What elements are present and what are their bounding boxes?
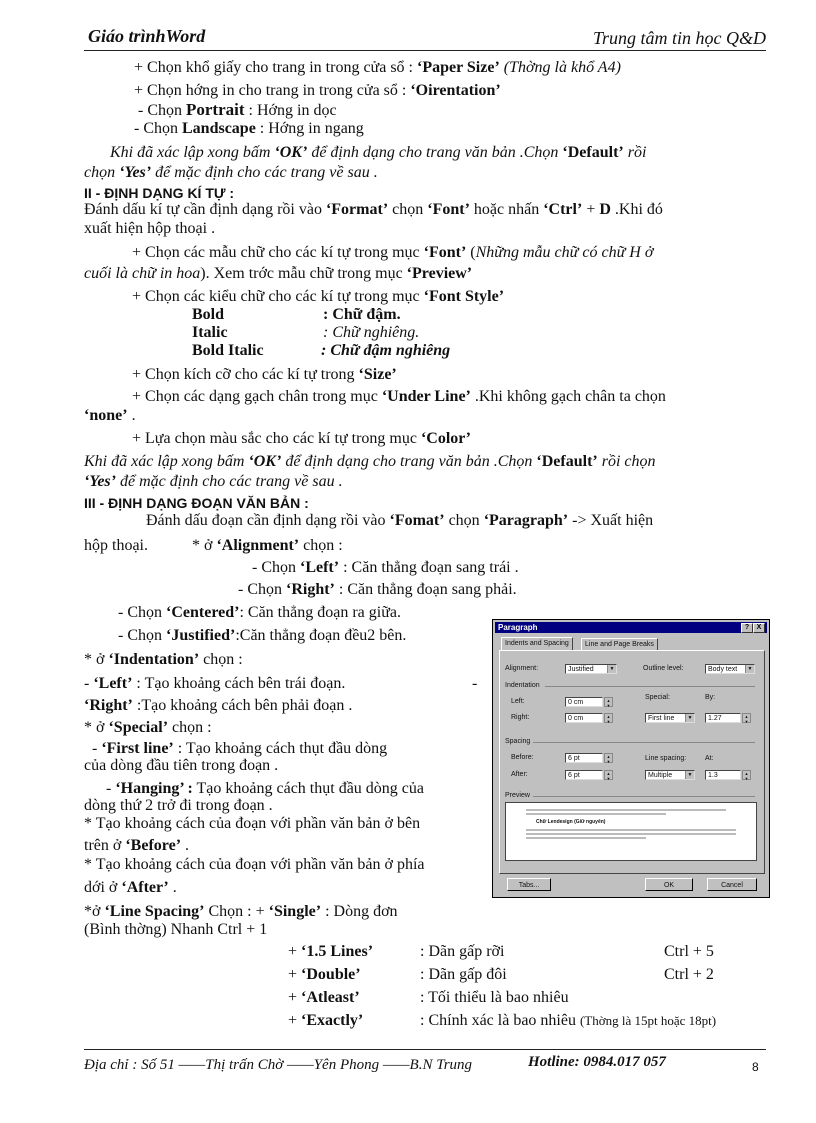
keyword: ‘After’: [121, 879, 169, 896]
keyword: ‘Indentation’: [108, 651, 200, 668]
text: ). Xem trớc mẫu chữ trong mục: [200, 265, 407, 282]
text: hộp thoại.: [84, 537, 148, 554]
text: Khi đã xác lập xong bấm: [110, 144, 275, 161]
divider: [533, 796, 755, 797]
header-left: Giáo trìnhWord: [88, 26, 206, 46]
keyword: ‘Size’: [358, 366, 397, 383]
text: +: [288, 1012, 302, 1029]
right-indent-input[interactable]: 0 cm: [565, 713, 603, 723]
by-label: By:: [705, 694, 716, 701]
keyword: ‘Centered’: [166, 604, 240, 621]
keyword: ‘Font Style’: [423, 288, 505, 305]
preview-line: [526, 813, 666, 815]
text: + Chọn các mẫu chữ cho các kí tự trong mục: [132, 244, 424, 261]
text: :Tạo khoảng cách bên phải đoạn .: [132, 697, 353, 714]
keyword: ‘Hanging’ :: [115, 780, 193, 797]
footer-hotline: Hotline: 0984.017 057: [528, 1054, 666, 1070]
spacing-group-label: Spacing: [505, 738, 531, 745]
style-italic-key: Italic: [192, 324, 228, 341]
preview-line: [526, 837, 646, 839]
ls-double-key: [288, 965, 361, 984]
keyword: ‘Exactly’: [301, 1012, 364, 1029]
keyword: ‘Color’: [420, 430, 471, 447]
text: -: [106, 780, 116, 797]
style-bolditalic-key: Bold Italic: [192, 342, 264, 359]
header-right: Trung tâm tin học Q&D: [592, 28, 766, 48]
text: + Chọn kích cỡ cho các kí tự trong: [132, 366, 359, 383]
text: : Căn thẳng đoạn sang trái .: [339, 559, 519, 576]
color-line: [132, 429, 471, 448]
text: +: [288, 989, 302, 1006]
page-number: 8: [752, 1060, 759, 1074]
text: Đánh dấu đoạn cần định dạng rồi vào: [146, 512, 390, 529]
tabs-button[interactable]: Tabs...: [507, 878, 551, 891]
text: - Chọn: [134, 120, 182, 137]
align-center-line: [118, 603, 401, 622]
ls-exactly-key: [288, 1011, 363, 1030]
paragraph-format-line: [146, 511, 653, 530]
keyword: ‘none’: [84, 407, 128, 424]
text: .: [127, 407, 136, 424]
keyword: ‘First line’: [101, 740, 174, 757]
keyword: ‘Special’: [108, 719, 169, 736]
keyword: ‘OK’: [274, 144, 308, 161]
keyword: ‘Default’: [536, 453, 598, 470]
divider: [545, 686, 755, 687]
text: * ở: [192, 537, 217, 554]
before-line-2: [84, 836, 189, 855]
yes-note-line-2: [84, 472, 343, 491]
at-spinner[interactable]: ▲ ▼: [742, 770, 751, 780]
text: :Căn thẳng đoạn đều2 bên.: [235, 627, 407, 644]
text: : Chính xác là bao nhiêu: [420, 1012, 576, 1029]
alignment-line: [84, 536, 343, 555]
keyword: ‘Yes’: [84, 473, 116, 490]
keyword: ‘1.5 Lines’: [301, 943, 374, 960]
after-label: After:: [511, 771, 528, 778]
close-icon[interactable]: X: [753, 623, 765, 633]
keyword: ‘Preview’: [406, 265, 473, 282]
text: rồi: [623, 144, 647, 161]
preview-line: [526, 833, 736, 835]
text: .: [168, 879, 177, 896]
text: (Thờng là 15pt hoặc 18pt): [579, 1013, 717, 1028]
text: -: [84, 675, 94, 692]
tab-indents-spacing[interactable]: Indents and Spacing: [501, 637, 573, 650]
style-bold-value: : Chữ đậm.: [323, 306, 401, 323]
keyword: ‘Fomat’: [389, 512, 445, 529]
text: - Chọn: [252, 559, 300, 576]
ok-button[interactable]: OK: [645, 878, 693, 891]
before-input[interactable]: 6 pt: [565, 753, 603, 763]
keyword: D: [599, 201, 611, 218]
ls-15-key: [288, 942, 373, 961]
text: rồi chọn: [597, 453, 656, 470]
preview-line: [526, 829, 736, 831]
special-value: First line: [648, 715, 675, 722]
dialog-titlebar: [495, 622, 767, 633]
text: +: [288, 966, 302, 983]
alignment-select[interactable]: [565, 664, 617, 674]
dialog-title: Paragraph: [498, 623, 538, 632]
text: hoặc nhấn: [469, 201, 544, 218]
ls-double-shortcut: Ctrl + 2: [664, 966, 714, 983]
underline-none-line: [84, 406, 136, 425]
text: (Thờng là khổ A4): [499, 59, 621, 76]
text: Đánh dấu kí tự cần định dạng rồi vào: [84, 201, 326, 218]
outline-select[interactable]: [705, 664, 755, 674]
keyword: ‘OK’: [248, 453, 282, 470]
left-indent-spinner[interactable]: ▲ ▼: [604, 697, 613, 707]
keyword: ‘Ctrl’: [543, 201, 583, 218]
landscape-line: [134, 119, 364, 138]
yes-note-line: [84, 163, 378, 182]
text: * ở: [84, 719, 109, 736]
text: + Lựa chọn màu sắc cho các kí tự trong mục: [132, 430, 421, 447]
indent-right-line: [84, 696, 352, 715]
keyword: ‘Right’: [84, 697, 133, 714]
tab-line-page-breaks[interactable]: Line and Page Breaks: [581, 638, 658, 650]
text: chọn: [444, 512, 484, 529]
text: chọn :: [168, 719, 212, 736]
after-input[interactable]: 6 pt: [565, 770, 603, 780]
keyword: ‘Single’: [268, 903, 322, 920]
align-right-line: [238, 580, 517, 599]
preview-sample: Chữ Lendesign (Giữ nguyên): [536, 819, 606, 825]
cancel-button[interactable]: Cancel: [707, 878, 757, 891]
alignment-label: Alignment:: [505, 665, 539, 672]
special-select[interactable]: [645, 713, 695, 723]
keyword: ‘Font’: [423, 244, 467, 261]
text: chọn :: [199, 651, 243, 668]
text: để định dạng cho trang văn bản .Chọn: [281, 453, 537, 470]
chevron-down-icon: ▼: [685, 771, 694, 779]
text: để mặc định cho các trang về sau .: [151, 164, 378, 181]
text: : Căn thẳng đoạn ra giữa.: [239, 604, 401, 621]
text: -> Xuất hiện: [568, 512, 654, 529]
keyword: ‘Oirentation’: [410, 82, 501, 99]
keyword: ‘Default’: [562, 144, 624, 161]
help-icon[interactable]: ?: [741, 623, 753, 633]
paper-size-line: [134, 58, 621, 77]
text: : Tạo khoảng cách thụt đầu dòng: [173, 740, 388, 757]
line-spacing-select[interactable]: [645, 770, 695, 780]
paragraph-dialog: [492, 619, 770, 898]
keyword: ‘Before’: [125, 837, 182, 854]
text: - Chọn: [238, 581, 286, 598]
underline-line: [132, 387, 666, 406]
text: - Chọn: [118, 627, 166, 644]
text: + Chọn các dạng gạch chân trong mục: [132, 388, 382, 405]
style-italic-value: : Chữ nghiêng.: [323, 324, 420, 341]
text: : Hớng in dọc: [244, 102, 337, 119]
keyword: ‘Line Spacing’: [104, 903, 205, 920]
keyword: ‘Double’: [301, 966, 361, 983]
hanging-cont: dòng thứ 2 trở đi trong đoạn .: [84, 797, 273, 814]
keyword: Portrait: [186, 100, 245, 119]
footer-address: Địa chỉ : Số 51 ——Thị trấn Chờ ——Yên Phong ——B.N Trung: [84, 1057, 473, 1073]
by-input[interactable]: 1.27: [705, 713, 741, 723]
text: +: [582, 201, 600, 218]
text: (: [466, 244, 476, 261]
keyword: ‘Font’: [427, 201, 470, 218]
text: : Hớng in ngang: [255, 120, 364, 137]
font-style-line: [132, 287, 504, 306]
line-spacing-value: Multiple: [648, 772, 673, 779]
outline-value: Body text: [708, 666, 738, 673]
ls-exactly-desc: [420, 1011, 716, 1030]
format-font-line: [84, 200, 663, 219]
text: để định dạng cho trang văn bản .Chọn: [307, 144, 563, 161]
ls-15-shortcut: Ctrl + 5: [664, 943, 714, 960]
text: + Chọn khổ giấy cho trang in trong cửa sổ :: [134, 59, 417, 76]
keyword: ‘Right’: [286, 581, 335, 598]
orientation-line: [134, 81, 501, 100]
indentation-group-label: Indentation: [505, 682, 540, 689]
after-spinner[interactable]: ▲ ▼: [604, 770, 613, 780]
keyword: ‘Paragraph’: [483, 512, 569, 529]
text: +: [288, 943, 302, 960]
preview-box: [505, 802, 757, 861]
ls-atleast-desc: : Tối thiểu là bao nhiêu: [420, 989, 569, 1006]
keyword: ‘Under Line’: [381, 388, 471, 405]
page-header: [84, 26, 766, 51]
special-line: [84, 718, 212, 737]
first-line-cont: của dòng đầu tiên trong đoạn .: [84, 757, 279, 774]
text: : Căn thẳng đoạn sang phải.: [334, 581, 517, 598]
indent-dash: -: [472, 675, 478, 692]
before-spinner[interactable]: ▲ ▼: [604, 753, 613, 763]
section-heading-paragraph: III - ĐỊNH DẠNG ĐOẠN VĂN BẢN :: [84, 495, 309, 511]
preview-group-label: Preview: [505, 792, 530, 799]
section-heading-characters: II - ĐỊNH DẠNG KÍ TỰ :: [84, 185, 235, 201]
chevron-down-icon: ▼: [685, 714, 694, 722]
keyword: ‘Atleast’: [301, 989, 360, 1006]
alignment-value: Justified: [568, 666, 594, 673]
before-line: * Tạo khoảng cách của đoạn với phần văn bản ở bên: [84, 815, 421, 832]
keyword: Landscape: [182, 120, 256, 137]
text: + Chọn các kiểu chữ cho các kí tự trong mục: [132, 288, 424, 305]
keyword: ‘Alignment’: [216, 537, 300, 554]
divider: [533, 742, 755, 743]
align-justify-line: [118, 626, 406, 645]
page-footer: [84, 1049, 766, 1074]
by-spinner[interactable]: ▲ ▼: [742, 713, 751, 723]
font-choose-line: [132, 243, 653, 262]
at-label: At:: [705, 755, 714, 762]
keyword: ‘Left’: [300, 559, 340, 576]
at-input[interactable]: 1.3: [705, 770, 741, 780]
keyword: ‘Justified’: [166, 627, 236, 644]
dialog-appears-line: xuất hiện hộp thoại .: [84, 220, 216, 237]
line-spacing-line: [84, 902, 398, 921]
text: chọn: [388, 201, 428, 218]
text: dới ở: [84, 879, 122, 896]
align-left-line: [252, 558, 519, 577]
font-preview-line: [84, 264, 472, 283]
text: cuối là chữ in hoa: [84, 265, 201, 282]
left-label: Left:: [511, 698, 525, 705]
size-line: [132, 365, 397, 384]
special-label: Special:: [645, 694, 670, 701]
line-spacing-single: (Bình thờng) Nhanh Ctrl + 1: [84, 921, 268, 938]
text: Chọn : +: [204, 903, 269, 920]
text: .Khi đó: [610, 201, 663, 218]
style-bolditalic-value: : Chữ đậm nghiêng: [321, 342, 451, 359]
ok-note-line-2: [84, 452, 656, 471]
ok-note-line: [110, 143, 646, 162]
text: + Chọn hớng in cho trang in trong cửa sổ :: [134, 82, 411, 99]
text: - Chọn: [118, 604, 166, 621]
keyword: ‘Format’: [325, 201, 389, 218]
text: - Chọn: [138, 102, 186, 119]
text: : Dòng đơn: [321, 903, 398, 920]
chevron-down-icon: ▼: [607, 665, 616, 673]
text: .: [181, 837, 190, 854]
keyword: ‘Left’: [93, 675, 133, 692]
right-indent-spinner[interactable]: ▲ ▼: [604, 713, 613, 723]
text: trên ở: [84, 837, 126, 854]
outline-label: Outline level:: [643, 665, 684, 672]
text: để mặc định cho các trang về sau .: [115, 473, 343, 490]
indentation-line: [84, 650, 243, 669]
ls-atleast-key: [288, 988, 360, 1007]
text: Những mẫu chữ có chữ H ở: [475, 244, 654, 261]
text: .Khi không gạch chân ta chọn: [470, 388, 666, 405]
ls-15-desc: : Dãn gấp rỡi: [420, 943, 505, 960]
style-bold-key: Bold: [192, 306, 225, 323]
right-label: Right:: [511, 714, 530, 721]
preview-line: [526, 809, 726, 811]
after-line-2: [84, 878, 177, 897]
left-indent-input[interactable]: 0 cm: [565, 697, 603, 707]
text: Tạo khoảng cách thụt đầu dòng của: [192, 780, 424, 797]
text: : Tạo khoảng cách bên trái đoạn.: [132, 675, 346, 692]
keyword: ‘Yes’: [119, 164, 152, 181]
text: -: [92, 740, 102, 757]
indent-left-line: [84, 674, 345, 693]
chevron-down-icon: ▼: [745, 665, 754, 673]
text: Khi đã xác lập xong bấm: [84, 453, 249, 470]
text: * ở: [84, 651, 109, 668]
before-label: Before:: [511, 754, 534, 761]
text: chọn: [84, 164, 120, 181]
text: chọn :: [299, 537, 343, 554]
text: *ở: [84, 903, 105, 920]
line-spacing-label: Line spacing:: [645, 755, 687, 762]
after-line: * Tạo khoảng cách của đoạn với phần văn bản ở phía: [84, 856, 425, 873]
keyword: ‘Paper Size’: [416, 59, 500, 76]
portrait-line: [138, 100, 337, 120]
ls-double-desc: : Dãn gấp đôi: [420, 966, 507, 983]
